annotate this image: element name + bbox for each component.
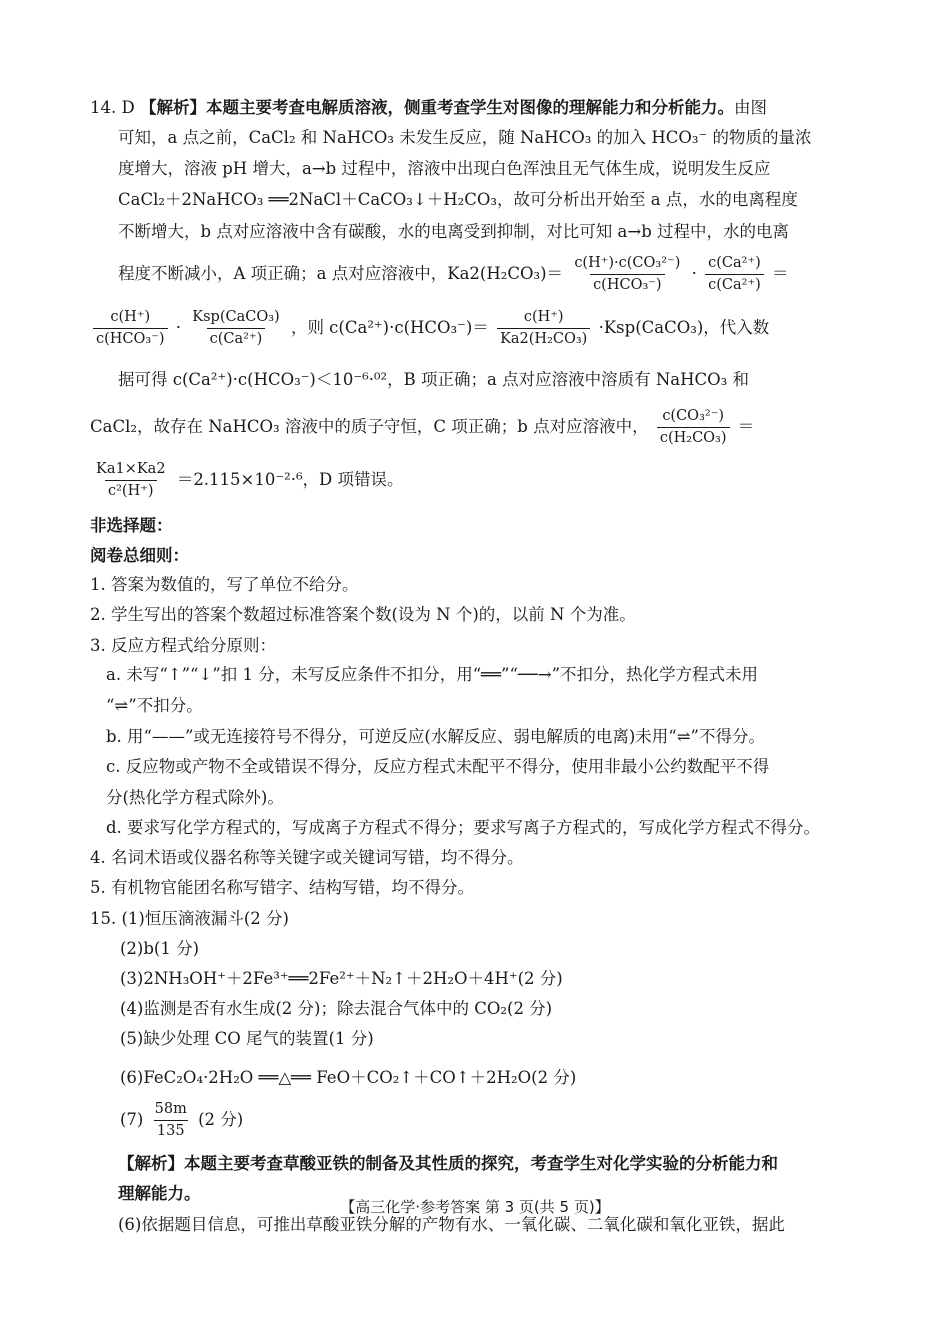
q15-part-5: (5)缺少处理 CO 尾气的装置(1 分): [120, 1029, 374, 1048]
q14-line-1: [90, 96, 767, 120]
rule-3d: d. 要求写化学方程式的，写成离子方程式不得分；要求写离子方程式的，写成化学方程式不得分。: [106, 818, 821, 837]
q15-part-7: [120, 1100, 243, 1141]
fraction-denominator: c(HCO₃⁻): [590, 274, 665, 295]
fraction-denominator: c(Ca²⁺): [705, 274, 764, 295]
fraction-numerator: c(H⁺): [110, 309, 151, 325]
rule-3a-line-2: “⇌”不扣分。: [106, 696, 203, 715]
q14-line-9-text: CaCl₂，故存在 NaHCO₃ 溶液中的质子守恒，C 项正确；b 点对应溶液中，: [90, 417, 649, 436]
q15-part-2: (2)b(1 分): [120, 939, 200, 958]
q15-part-4: (4)监测是否有水生成(2 分)；除去混合气体中的 CO₂(2 分): [120, 999, 553, 1018]
rule-1: 1. 答案为数值的，写了单位不给分。: [90, 575, 359, 594]
ka2-fraction: [571, 254, 683, 295]
fraction-numerator: Ksp(CaCO₃): [192, 309, 280, 325]
h-hco3-fraction: [93, 308, 168, 349]
q14-line-7: [90, 308, 769, 349]
q14-line-6-text: 程度不断减小，A 项正确；a 点对应溶液中，Ka2(H₂CO₃)＝: [118, 264, 564, 283]
fraction-numerator: 58m: [154, 1101, 187, 1117]
fraction-denominator: c²(H⁺): [105, 480, 157, 501]
q14-line-2: 可知，a 点之前，CaCl₂ 和 NaHCO₃ 未发生反应，随 NaHCO₃ 的加入 HCO₃⁻ 的物质的量浓: [118, 128, 812, 147]
fraction-numerator: c(H⁺): [523, 309, 564, 325]
fraction-numerator: Ka1×Ka2: [96, 461, 166, 477]
ka1-ka2-fraction: [93, 460, 169, 501]
multiply-dot: ·: [691, 264, 697, 283]
rule-3: 3. 反应方程式给分原则：: [90, 636, 276, 655]
h-ka2-fraction: [497, 308, 590, 349]
rule-3a-line-1: a. 未写“↑”“↓”扣 1 分，未写反应条件不扣分，用“══”“──→”不扣分，热化学方程式未用: [106, 665, 759, 684]
q14-line-10: [90, 460, 404, 501]
equals-sign: ＝: [772, 264, 789, 283]
rule-4: 4. 名词术语或仪器名称等关键字或关键词写错，均不得分。: [90, 848, 524, 867]
q14-line-7-mid: ，则 c(Ca²⁺)·c(HCO₃⁻)＝: [290, 318, 489, 337]
q14-line-5: 不断增大，b 点对应溶液中含有碳酸，水的电离受到抑制，对比可知 a→b 过程中，水的电离: [118, 222, 790, 241]
q15-part-6: (6)FeC₂O₄·2H₂O ══△══ FeO＋CO₂↑＋CO↑＋2H₂O(2 分): [120, 1068, 577, 1087]
rule-3c-line-2: 分(热化学方程式除外)。: [106, 788, 284, 807]
multiply-dot: ·: [175, 318, 182, 337]
q14-line-9: [90, 407, 754, 448]
q14-line-3: 度增大，溶液 pH 增大，a→b 过程中，溶液中出现白色浑浊且无气体生成，说明发生反应: [118, 159, 771, 178]
q15-analysis-line-3: (6)依据题目信息，可推出草酸亚铁分解的产物有水、一氧化碳、二氧化碳和氧化亚铁，据此: [118, 1215, 785, 1234]
fraction-denominator: 135: [154, 1120, 188, 1141]
ca-ratio-fraction: [705, 254, 764, 295]
q14-number: 14. D: [90, 98, 140, 117]
rule-3c-line-1: c. 反应物或产物不全或错误不得分，反应方程式未配平不得分，使用非最小公约数配平不得: [106, 757, 770, 776]
q14-line-10-end: ＝2.115×10⁻²·⁶，D 项错误。: [176, 470, 404, 489]
rule-5: 5. 有机物官能团名称写错字、结构写错，均不得分。: [90, 878, 474, 897]
rule-3b: b. 用“——”或无连接符号不得分，可逆反应(水解反应、弱电解质的电离)未用“⇌”不得分。: [106, 727, 765, 746]
q14-line-6: [118, 254, 789, 295]
heading-grading-rules: 阅卷总细则：: [90, 546, 189, 565]
q15-analysis-line-1: 【解析】本题主要考查草酸亚铁的制备及其性质的探究，考查学生对化学实验的分析能力和: [118, 1154, 778, 1173]
q14-line-1-tail: 由图: [733, 98, 767, 117]
q15-part-7-label: (7): [120, 1110, 144, 1129]
fraction-denominator: c(HCO₃⁻): [93, 328, 168, 349]
equals-sign: ＝: [737, 417, 755, 436]
fraction-numerator: c(CO₃²⁻): [662, 408, 725, 424]
q14-line-4: CaCl₂＋2NaHCO₃ ══2NaCl＋CaCO₃↓＋H₂CO₃，故可分析出开始至 a 点，水的电离程度: [118, 190, 798, 209]
q15-part-1: 15. (1)恒压滴液漏斗(2 分): [90, 909, 289, 928]
rule-2: 2. 学生写出的答案个数超过标准答案个数(设为 N 个)的，以前 N 个为准。: [90, 605, 636, 624]
q14-analysis-heading: 【解析】本题主要考查电解质溶液，侧重考查学生对图像的理解能力和分析能力。: [139, 98, 734, 117]
fraction-denominator: Ka2(H₂CO₃): [497, 328, 590, 349]
fraction-numerator: c(H⁺)·c(CO₃²⁻): [574, 255, 681, 271]
q15-part-3: (3)2NH₃OH⁺＋2Fe³⁺══2Fe²⁺＋N₂↑＋2H₂O＋4H⁺(2 分): [120, 969, 563, 988]
mass-fraction: [152, 1100, 190, 1141]
q15-part-7-score: (2 分): [198, 1110, 244, 1129]
fraction-denominator: c(Ca²⁺): [207, 328, 266, 349]
q14-line-7-end: ·Ksp(CaCO₃)，代入数: [598, 318, 770, 337]
q15-analysis-line-2: 理解能力。: [118, 1184, 201, 1203]
fraction-numerator: c(Ca²⁺): [708, 255, 761, 271]
ksp-fraction: [189, 308, 282, 349]
page-footer: 【高三化学·参考答案 第 3 页(共 5 页)】: [340, 1198, 610, 1216]
co3-h2co3-fraction: [657, 407, 730, 448]
fraction-denominator: c(H₂CO₃): [657, 427, 730, 448]
q14-line-8: 据可得 c(Ca²⁺)·c(HCO₃⁻)＜10⁻⁶·⁰²，B 项正确；a 点对应溶液中溶质有 NaHCO₃ 和: [118, 370, 750, 389]
heading-non-choice: 非选择题：: [90, 516, 173, 535]
